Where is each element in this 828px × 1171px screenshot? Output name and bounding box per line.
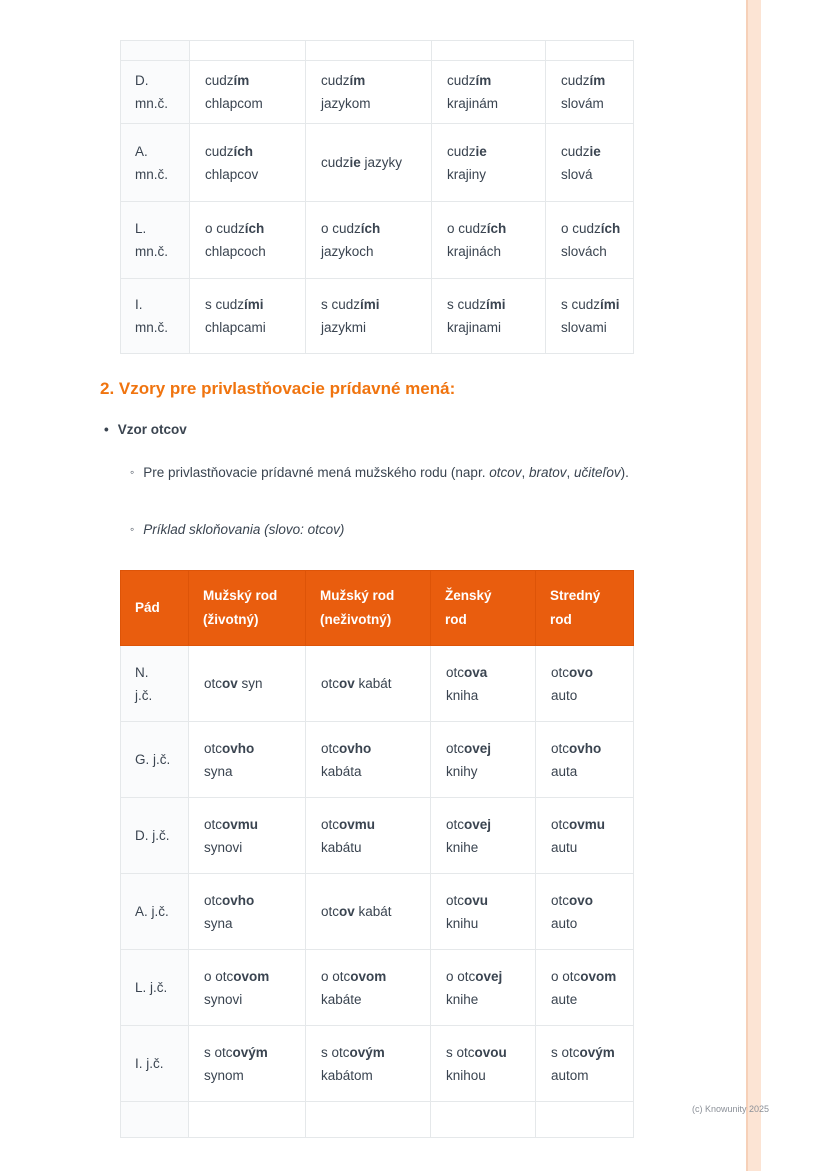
form-cell: otcovo auto [536, 874, 634, 950]
form-cell: otcovmu synovi [189, 798, 306, 874]
list-item-text: Príklad skloňovania (slovo: otcov) [143, 522, 345, 537]
form-cell: otcovej knihy [431, 722, 536, 798]
cutoff-cell [306, 41, 432, 61]
form-cell: otcova kniha [431, 646, 536, 722]
form-cell: cudzích chlapcov [190, 124, 306, 202]
cutoff-cell [546, 41, 634, 61]
case-label-cell: L. j.č. [121, 950, 189, 1026]
cutoff-cell [431, 1102, 536, 1138]
table-row [121, 124, 634, 202]
form-cell: s cudzími jazykmi [306, 279, 432, 354]
cutoff-row [121, 41, 634, 61]
case-label-cell: L. mn.č. [121, 202, 190, 279]
section-heading: 2. Vzory pre privlastňovacie prídavné mená: [100, 379, 456, 398]
circle-bullet-marker: ◦ [130, 522, 135, 536]
form-cell: o cudzích jazykoch [306, 202, 432, 279]
cutoff-cell [306, 1102, 431, 1138]
cutoff-cell [536, 1102, 634, 1138]
form-cell: otcovho auta [536, 722, 634, 798]
case-label-cell: D. mn.č. [121, 61, 190, 124]
form-cell: s cudzími chlapcami [190, 279, 306, 354]
form-cell: s cudzími krajinami [432, 279, 546, 354]
form-cell: cudzím jazykom [306, 61, 432, 124]
list-item-text: Pre privlastňovacie prídavné mená mužského rodu (napr. otcov, bratov, učiteľov). [143, 465, 629, 480]
bullet-marker: • [104, 422, 109, 437]
form-cell: s otcovým autom [536, 1026, 634, 1102]
table-row [121, 798, 634, 874]
table-row [121, 61, 634, 124]
side-accent-stripe [746, 0, 761, 1171]
form-cell: o otcovej knihe [431, 950, 536, 1026]
form-cell: s otcovým kabátom [306, 1026, 431, 1102]
form-cell: s otcovou knihou [431, 1026, 536, 1102]
table-row [121, 279, 634, 354]
list-item-description [130, 461, 640, 484]
copyright-note: (c) Knowunity 2025 [692, 1104, 770, 1114]
list-item-example [130, 518, 640, 541]
form-cell: o otcovom synovi [189, 950, 306, 1026]
form-cell: otcovho syna [189, 874, 306, 950]
form-cell: cudzím krajinám [432, 61, 546, 124]
table-row [121, 646, 634, 722]
column-header: Mužský rod (životný) [189, 571, 306, 646]
form-cell: o cudzích slovách [546, 202, 634, 279]
case-label-cell: I. mn.č. [121, 279, 190, 354]
cutoff-row [121, 1102, 634, 1138]
form-cell: otcov kabát [306, 646, 431, 722]
form-cell: s cudzími slovami [546, 279, 634, 354]
list-item-vzor-otcov [104, 421, 624, 439]
cudzi-declension-table [120, 40, 634, 354]
form-cell: otcovmu autu [536, 798, 634, 874]
form-cell: otcovej knihe [431, 798, 536, 874]
form-cell: otcovmu kabátu [306, 798, 431, 874]
table-row [121, 202, 634, 279]
column-header: Pád [121, 571, 189, 646]
case-label-cell: I. j.č. [121, 1026, 189, 1102]
otcov-declension-table [120, 570, 634, 1138]
cutoff-cell [121, 41, 190, 61]
case-label-cell: A. j.č. [121, 874, 189, 950]
form-cell: o otcovom kabáte [306, 950, 431, 1026]
case-label-cell: A. mn.č. [121, 124, 190, 202]
form-cell: otcov kabát [306, 874, 431, 950]
circle-bullet-marker: ◦ [130, 465, 135, 479]
form-cell: otcovo auto [536, 646, 634, 722]
form-cell: cudzím slovám [546, 61, 634, 124]
table-row [121, 874, 634, 950]
column-header: Stredný rod [536, 571, 634, 646]
column-header: Ženský rod [431, 571, 536, 646]
form-cell: cudzím chlapcom [190, 61, 306, 124]
cutoff-cell [121, 1102, 189, 1138]
form-cell: otcovho syna [189, 722, 306, 798]
cutoff-cell [189, 1102, 306, 1138]
table-row [121, 1026, 634, 1102]
case-label-cell: D. j.č. [121, 798, 189, 874]
form-cell: s otcovým synom [189, 1026, 306, 1102]
table-row [121, 722, 634, 798]
form-cell: o cudzích chlapcoch [190, 202, 306, 279]
form-cell: o cudzích krajinách [432, 202, 546, 279]
form-cell: o otcovom aute [536, 950, 634, 1026]
case-label-cell: N. j.č. [121, 646, 189, 722]
form-cell: cudzie slová [546, 124, 634, 202]
form-cell: otcovho kabáta [306, 722, 431, 798]
form-cell: otcovu knihu [431, 874, 536, 950]
form-cell: cudzie jazyky [306, 124, 432, 202]
form-cell: otcov syn [189, 646, 306, 722]
cutoff-cell [432, 41, 546, 61]
table-row [121, 950, 634, 1026]
form-cell: cudzie krajiny [432, 124, 546, 202]
column-header: Mužský rod (neživotný) [306, 571, 431, 646]
case-label-cell: G. j.č. [121, 722, 189, 798]
cutoff-cell [190, 41, 306, 61]
list-item-label: Vzor otcov [117, 422, 187, 437]
table-header-row [121, 571, 634, 646]
